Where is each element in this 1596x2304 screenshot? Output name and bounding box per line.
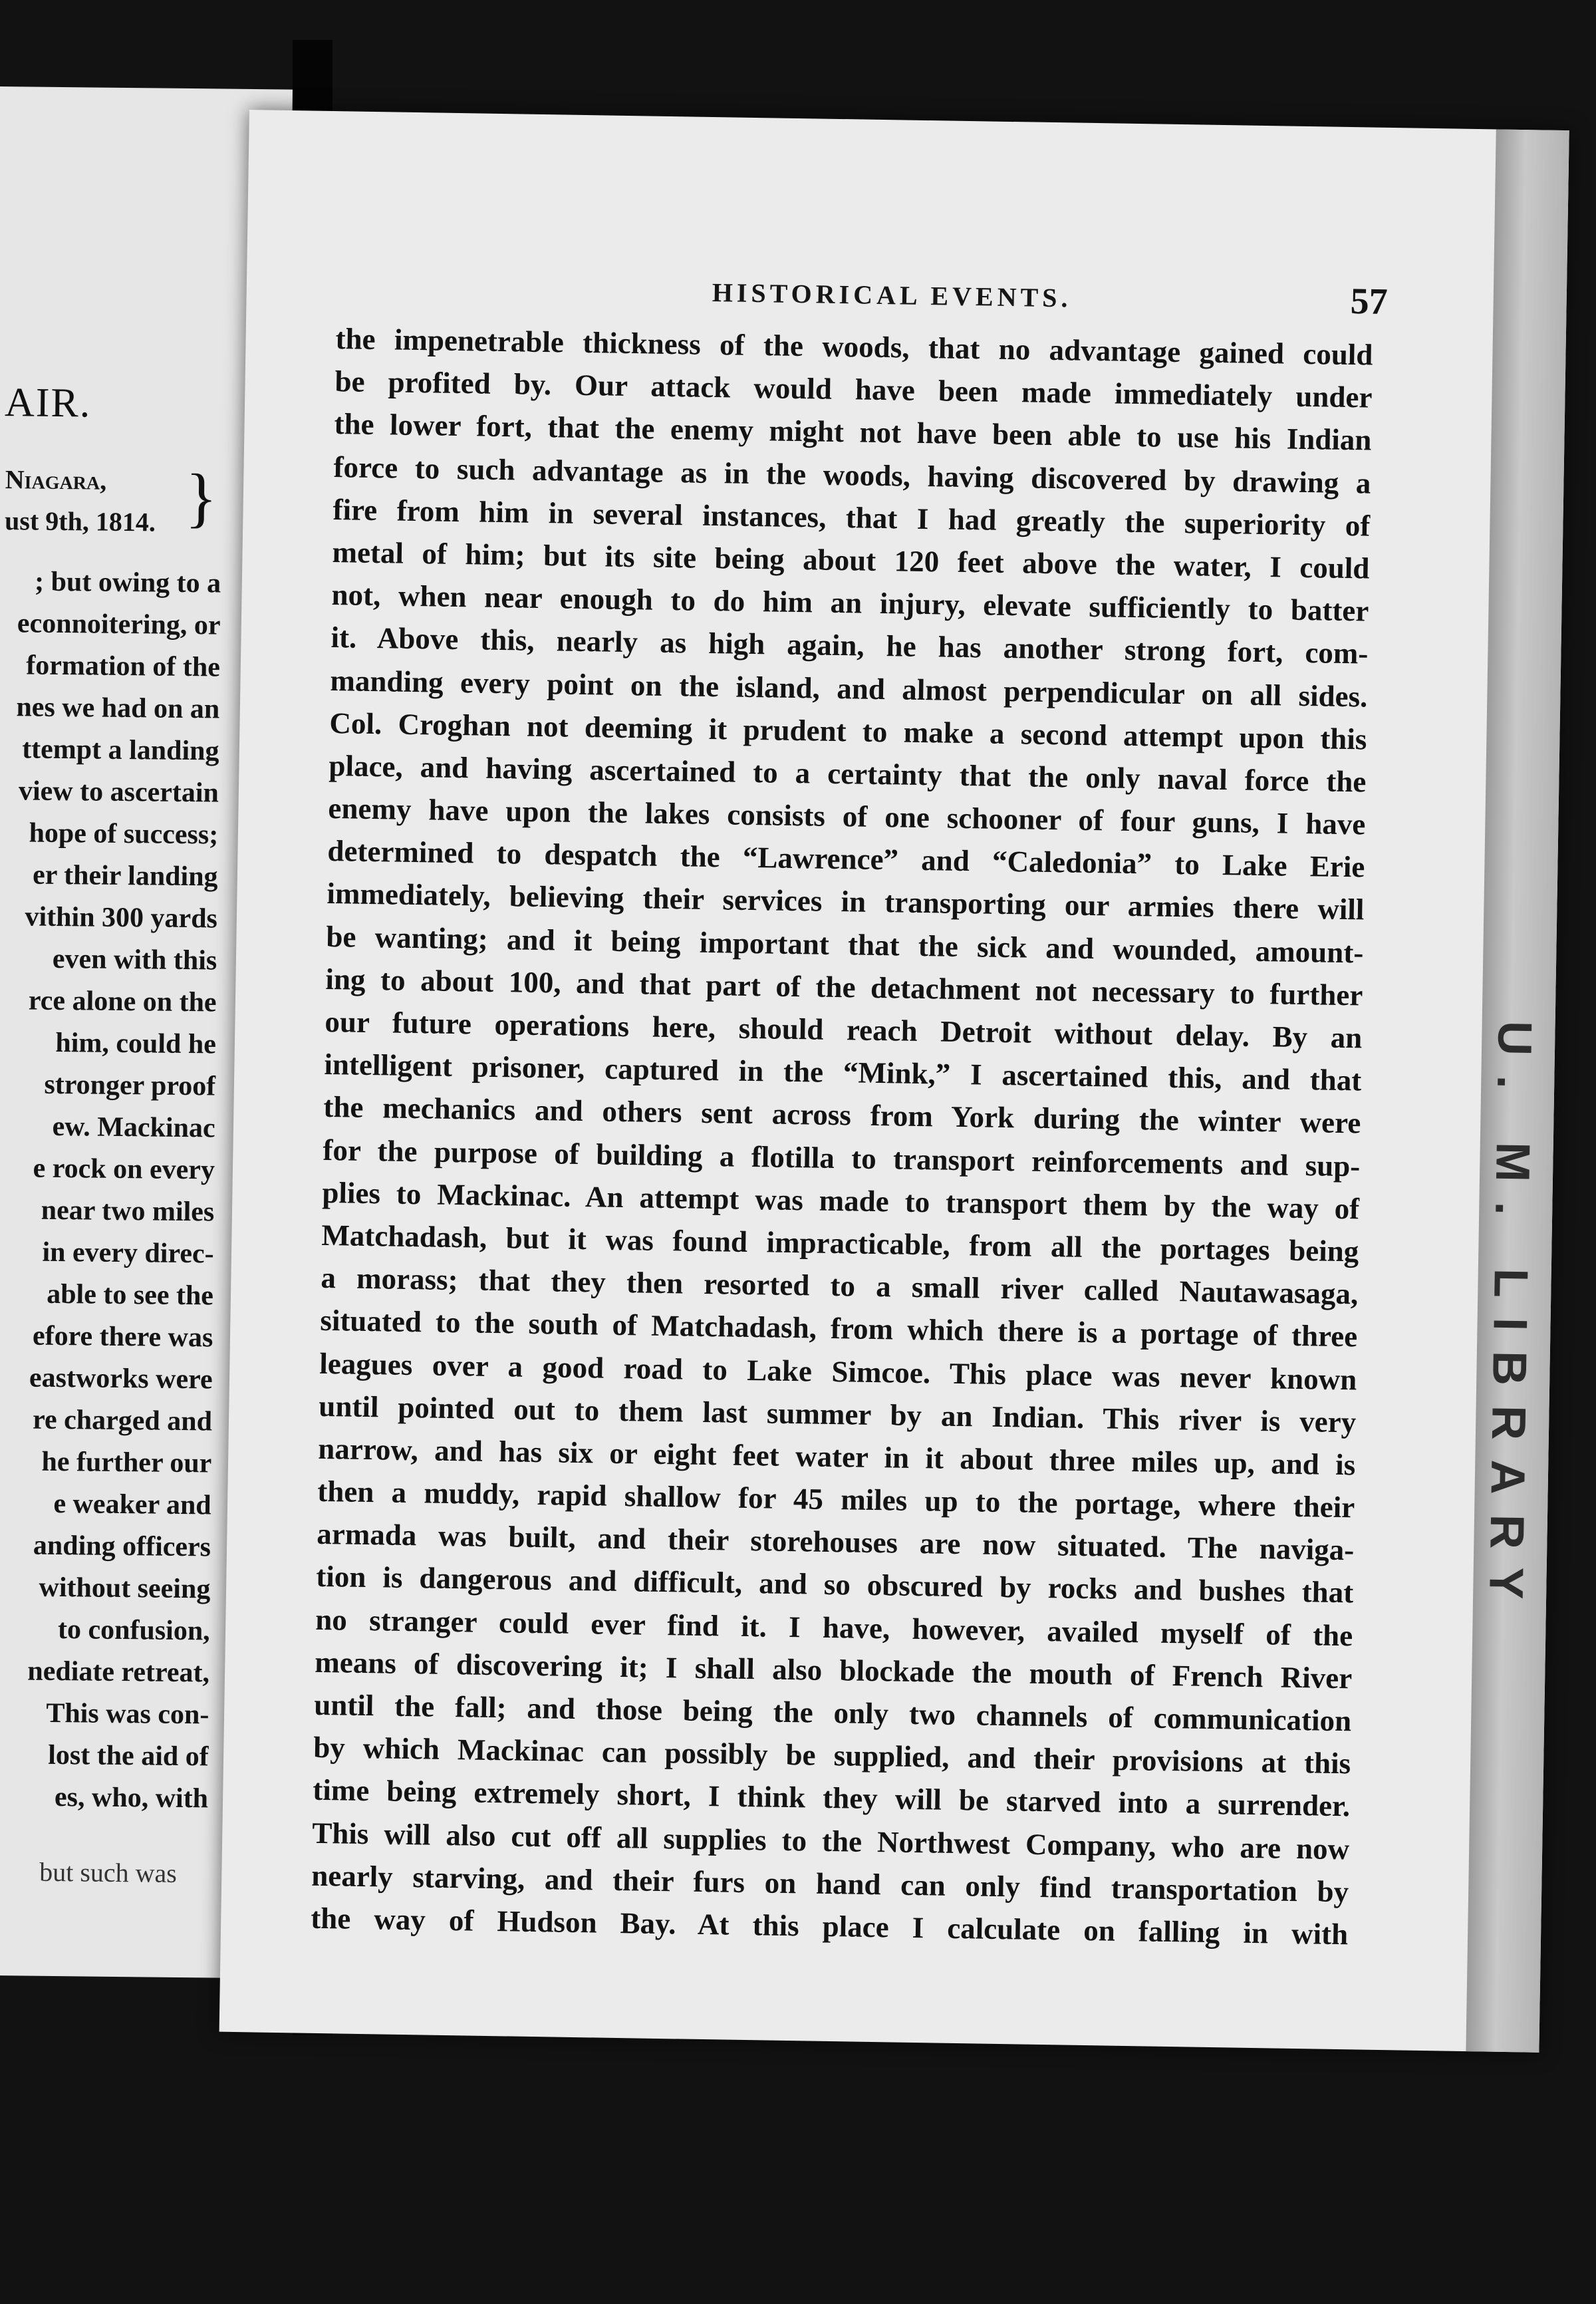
left-page-title: AIR. [4, 380, 92, 426]
body-text-line: it. Above this, nearly as high again, he has another strong fort, com- [331, 621, 1369, 670]
left-page-line: formation of the [26, 650, 221, 683]
left-page-footer-text: but such was [39, 1856, 178, 1888]
left-page-line: to confusion, [57, 1614, 210, 1647]
left-page-line: he further our [41, 1446, 212, 1479]
left-page-line: him, could he [55, 1027, 217, 1060]
left-page-text [0, 565, 221, 1824]
left-page-line: able to see the [46, 1278, 214, 1312]
left-page-line: ew. Mackinac [52, 1111, 215, 1144]
left-page-line: re charged and [32, 1404, 213, 1437]
body-text-line: the lower fort, that the enemy might not have been able to use his Indian [334, 407, 1372, 457]
body-text-line: time being extremely short, I think they will be starved into a surrender. [312, 1773, 1351, 1823]
body-text-line: enemy have upon the lakes consists of one schooner of four guns, I have [328, 792, 1366, 841]
body-text-line: intelligent prisoner, captured in the “Mink,” I ascertained this, and that [324, 1048, 1362, 1097]
body-text-line: the way of Hudson Bay. At this place I calculate on falling in with [310, 1901, 1349, 1951]
body-text-line: immediately, believing their services in transporting our armies there will [327, 877, 1365, 927]
running-head: HISTORICAL EVENTS. [712, 277, 1072, 313]
body-text-line: no stranger could ever find it. I have, however, availed myself of the [315, 1602, 1353, 1652]
left-page-line: er their landing [32, 859, 218, 893]
body-text-line: be profited by. Our attack would have been made immediately under [334, 364, 1373, 414]
body-text-line: our future operations here, should reach Detroit without delay. By an [325, 1004, 1363, 1055]
body-text-line: ing to about 100, and that part of the detachment not necessary to further [325, 962, 1363, 1012]
left-page-line: nediate retreat, [27, 1656, 210, 1689]
left-page-date: ust 9th, 1814. [4, 505, 156, 537]
left-page-line: e rock on every [33, 1153, 215, 1186]
library-stamp: U. M. LIBRARY [1478, 1020, 1541, 1620]
body-text-line: be wanting; and it being important that the sick and wounded, amount- [326, 919, 1364, 970]
left-page-place: Niagara, [5, 464, 107, 496]
body-text-line: nearly starving, and their furs on hand can only find transportation by [311, 1858, 1349, 1909]
body-text-line: the impenetrable thickness of the woods, that no advantage gained could [335, 322, 1373, 372]
body-text-line: manding every point on the island, and almost perpendicular on all sides. [330, 663, 1368, 714]
page-number: 57 [1350, 281, 1389, 323]
left-page-line: even with this [52, 943, 217, 976]
body-text-line: then a muddy, rapid shallow for 45 miles up to the portage, where their [317, 1474, 1355, 1524]
body-text-line: the mechanics and others sent across from York during the winter were [323, 1090, 1361, 1140]
body-text-line: until pointed out to them last summer by an Indian. This river is very [319, 1389, 1357, 1439]
body-text-line: armada was built, and their storehouses are now situated. The naviga- [316, 1517, 1355, 1567]
left-page-line: view to ascertain [18, 776, 219, 809]
body-text-line: situated to the south of Matchadash, from which there is a portage of three [320, 1304, 1358, 1354]
body-text-line: by which Mackinac can possibly be supplied, and their provisions at this [313, 1731, 1351, 1781]
left-page-line: hope of success; [29, 817, 219, 851]
left-page-line: vithin 300 yards [25, 901, 218, 935]
body-text-line: leagues over a good road to Lake Simcoe. This place was never known [319, 1346, 1357, 1396]
body-text-line: Matchadash, but it was found impracticable, from all the portages being [321, 1218, 1359, 1268]
body-text-line: place, and having ascertained to a certainty that the only naval force the [329, 748, 1367, 799]
left-page-line: lost the aid of [47, 1739, 209, 1773]
body-text-line: until the fall; and those being the only two channels of communication [313, 1687, 1352, 1738]
left-page-line: es, who, with [54, 1782, 209, 1814]
left-page-line: without seeing [39, 1572, 211, 1605]
body-text-line: force to such advantage as in the woods, having discovered by drawing a [333, 450, 1371, 500]
body-text [311, 317, 1373, 1955]
body-text-line: determined to despatch the “Lawrence” and “Caledonia” to Lake Erie [327, 834, 1365, 884]
left-page-line: econnoitering, or [17, 608, 221, 641]
main-page [219, 110, 1569, 2053]
brace-glyph: } [184, 460, 218, 535]
page-edge [1466, 129, 1569, 2052]
left-page-line: ; but owing to a [34, 566, 221, 599]
left-page-line: This was con- [46, 1697, 209, 1731]
left-page-dateline [5, 459, 156, 543]
left-page-line: efore there was [32, 1320, 213, 1354]
body-text-line: Col. Croghan not deeming it prudent to make a second attempt upon this [329, 706, 1367, 756]
body-text-line: This will also cut off all supplies to the Northwest Company, who are now [311, 1816, 1350, 1866]
left-page-line: anding officers [33, 1530, 211, 1563]
left-page-line: e weaker and [53, 1488, 211, 1521]
body-text-line: a morass; that they then resorted to a small river called Nautawasaga, [321, 1261, 1359, 1311]
body-text-line: metal of him; but its site being about 120 feet above the water, I could [332, 535, 1370, 585]
left-page-line: near two miles [41, 1195, 215, 1228]
body-text-line: tion is dangerous and difficult, and so obscured by rocks and bushes that [315, 1560, 1354, 1610]
left-page-line: eastworks were [29, 1362, 213, 1395]
body-text-line: for the purpose of building a flotilla to transport reinforcements and sup- [323, 1133, 1361, 1183]
left-page-line: nes we had on an [16, 692, 220, 725]
left-page-line: rce alone on the [28, 985, 217, 1018]
body-text-line: plies to Mackinac. An attempt was made to transport them by the way of [322, 1175, 1360, 1226]
left-page-line: in every direc- [42, 1236, 214, 1270]
body-text-line: means of discovering it; I shall also blockade the mouth of French River [314, 1645, 1353, 1695]
left-page-line: stronger proof [44, 1069, 216, 1102]
body-text-line: fire from him in several instances, that I had greatly the superiority of [332, 492, 1371, 543]
body-text-line: narrow, and has six or eight feet water in it about three miles up, and is [318, 1431, 1356, 1482]
left-page-line: ttempt a landing [21, 734, 219, 767]
body-text-line: not, when near enough to do him an injury, elevate sufficiently to batter [331, 578, 1369, 628]
